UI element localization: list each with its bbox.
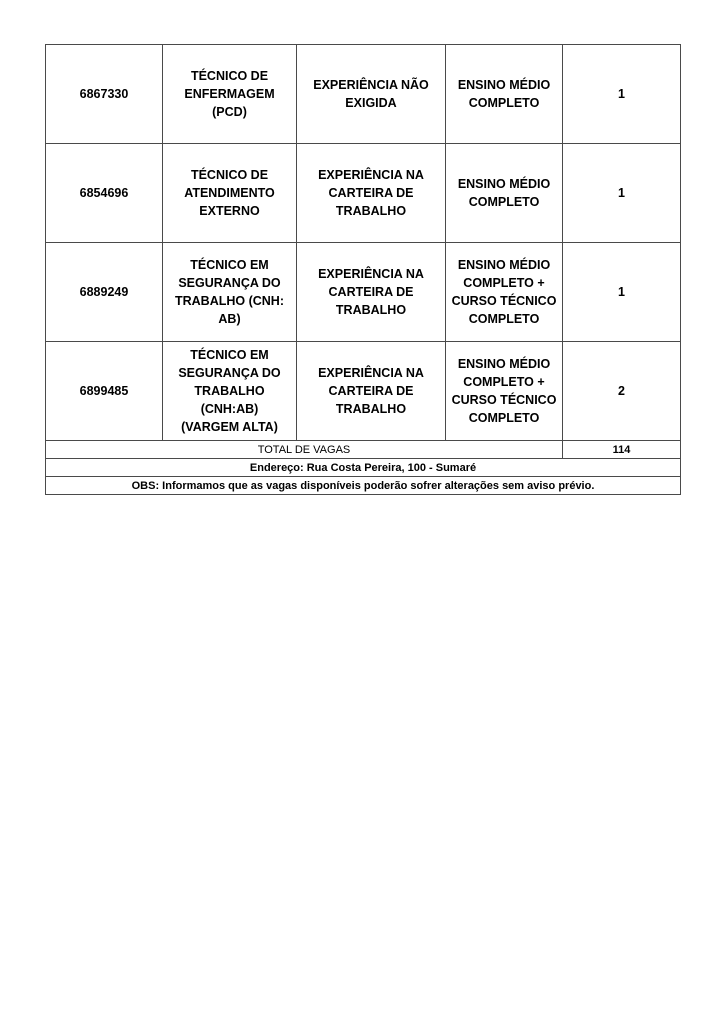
- job-experience-cell: EXPERIÊNCIA NA CARTEIRA DE TRABALHO: [297, 144, 446, 243]
- table-row: [46, 144, 681, 243]
- obs-text: OBS: Informamos que as vagas disponíveis poderão sofrer alterações sem aviso prévio.: [46, 477, 681, 495]
- job-position-cell: TÉCNICO EM SEGURANÇA DO TRABALHO (CNH:AB) (VARGEM ALTA): [163, 342, 297, 441]
- job-experience-cell: EXPERIÊNCIA NA CARTEIRA DE TRABALHO: [297, 342, 446, 441]
- job-education-cell: ENSINO MÉDIO COMPLETO: [446, 45, 563, 144]
- total-label: TOTAL DE VAGAS: [46, 441, 563, 459]
- job-position-cell: TÉCNICO EM SEGURANÇA DO TRABALHO (CNH: AB): [163, 243, 297, 342]
- job-education-cell: ENSINO MÉDIO COMPLETO + CURSO TÉCNICO COMPLETO: [446, 243, 563, 342]
- job-experience-cell: EXPERIÊNCIA NA CARTEIRA DE TRABALHO: [297, 243, 446, 342]
- job-education-cell: ENSINO MÉDIO COMPLETO + CURSO TÉCNICO COMPLETO: [446, 342, 563, 441]
- address-text: Endereço: Rua Costa Pereira, 100 - Sumaré: [46, 459, 681, 477]
- job-position-cell: TÉCNICO DE ENFERMAGEM (PCD): [163, 45, 297, 144]
- job-education-cell: ENSINO MÉDIO COMPLETO: [446, 144, 563, 243]
- job-vacancies-table: [45, 44, 681, 495]
- job-experience-cell: EXPERIÊNCIA NÃO EXIGIDA: [297, 45, 446, 144]
- obs-row: [46, 477, 681, 495]
- job-vacancies-cell: 1: [563, 144, 681, 243]
- address-row: [46, 459, 681, 477]
- total-row: [46, 441, 681, 459]
- job-position-cell: TÉCNICO DE ATENDIMENTO EXTERNO: [163, 144, 297, 243]
- job-code-cell: 6899485: [46, 342, 163, 441]
- table-row: [46, 45, 681, 144]
- job-code-cell: 6867330: [46, 45, 163, 144]
- job-vacancies-sheet: [45, 44, 680, 495]
- table-row: [46, 342, 681, 441]
- total-value: 114: [563, 441, 681, 459]
- job-vacancies-cell: 1: [563, 45, 681, 144]
- job-vacancies-cell: 2: [563, 342, 681, 441]
- table-row: [46, 243, 681, 342]
- job-vacancies-cell: 1: [563, 243, 681, 342]
- job-code-cell: 6889249: [46, 243, 163, 342]
- job-code-cell: 6854696: [46, 144, 163, 243]
